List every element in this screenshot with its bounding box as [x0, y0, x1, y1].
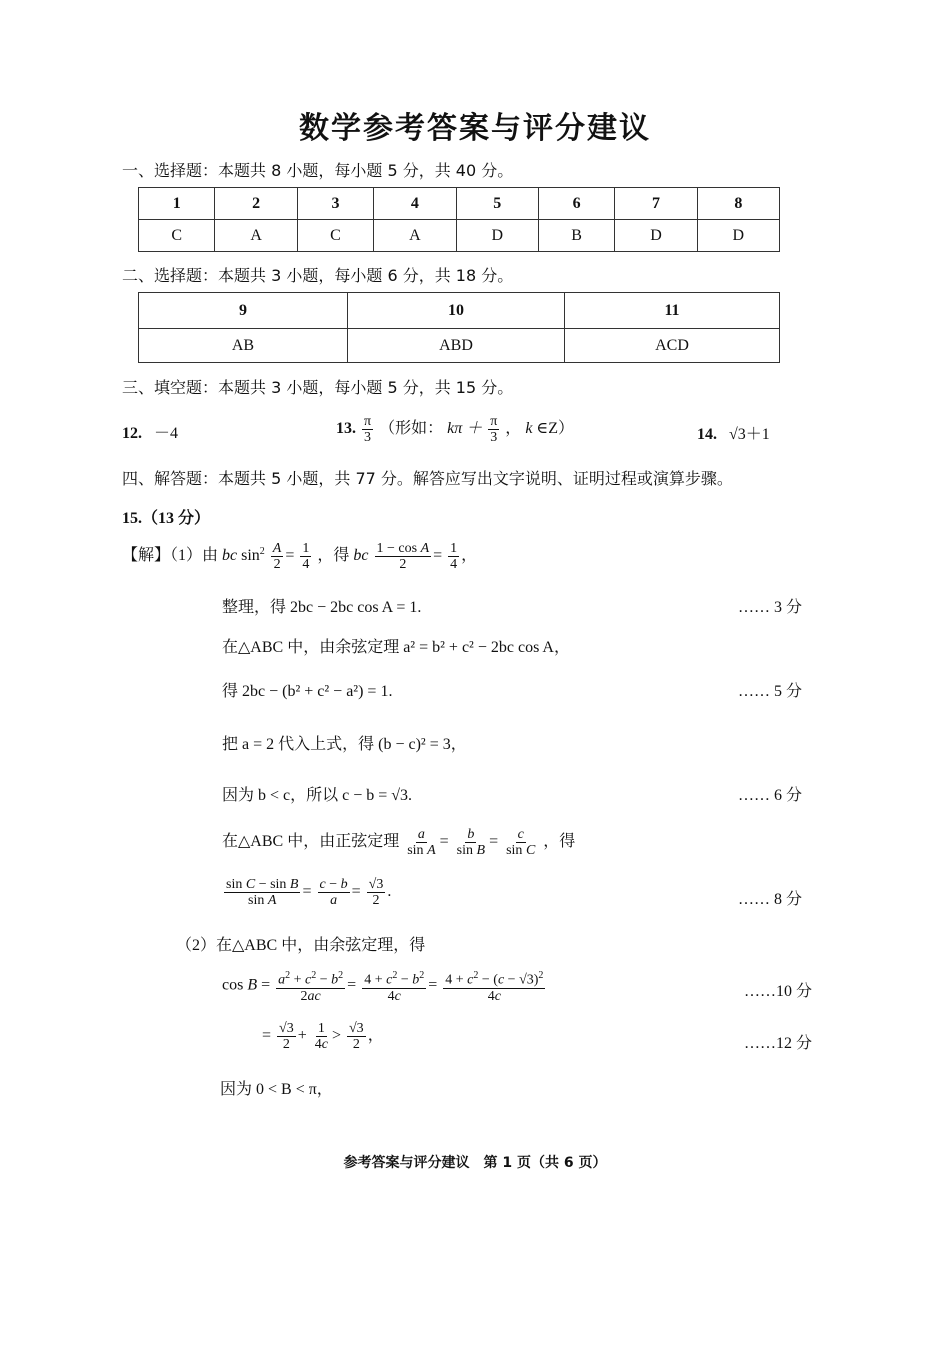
- table-cell: D: [697, 220, 779, 252]
- section-4-heading: 四、解答题：本题共 5 小题，共 77 分。解答应写出文字说明、证明过程或演算步骤。: [122, 469, 733, 488]
- section-2-heading: 二、选择题：本题共 3 小题，每小题 6 分，共 18 分。: [122, 266, 514, 285]
- question-number: 13.: [336, 420, 356, 438]
- fraction-c-sin-c: $\frac{c}{\text{sin C}}$: [506, 827, 536, 858]
- table-cell: ABD: [348, 329, 565, 363]
- score-mark: …… 3 分: [738, 599, 803, 616]
- fraction-c-b-over-a: $\frac{c - b}{a}$: [319, 877, 348, 908]
- table-cell: B: [538, 220, 614, 252]
- solution-line-ineq: = $\frac{√3}{2}$ + $\frac{1}{4c}$ > $\frac{√3}{2}$ ，: [262, 1021, 384, 1052]
- table-cell: 8: [697, 188, 779, 220]
- solution-lead: 【解】（1）由: [122, 547, 219, 565]
- page-footer: 参考答案与评分建议 第 1 页（共 6 页）: [343, 1155, 607, 1171]
- answer-value: √3＋1: [729, 426, 770, 443]
- fraction-a-sin-a: $\frac{a}{\text{sin A}}$: [407, 827, 436, 858]
- solution-mid: ，得: [317, 547, 350, 565]
- fraction-root3-over-2: $\frac{√3}{2}$: [279, 1021, 294, 1052]
- sine-law-intro: 在△ABC 中，由正弦定理: [222, 833, 400, 851]
- fraction-1-over-4: $\frac{1}{4}$: [450, 541, 458, 572]
- sine-law-tail: ，得: [543, 833, 576, 851]
- table-cell: 6: [538, 188, 614, 220]
- formula-bc: bc: [353, 547, 369, 565]
- fraction-a-over-2: $\frac{A}{2}$: [272, 541, 282, 572]
- solution-line-2: 整理，得 2bc − 2bc cos A = 1.: [222, 599, 422, 616]
- fraction-pi-over-3: $\frac{\pi}{3}$: [364, 414, 372, 445]
- score-mark: ……12 分: [744, 1035, 813, 1052]
- table-cell: A: [215, 220, 297, 252]
- table-cell: 2: [215, 188, 297, 220]
- note-open: （形如：: [379, 420, 444, 438]
- solution-line-1: 【解】（1）由 bc $\sin^2$ $\frac{A}{2}$ = $\frac{1}{4}$ ，得 bc $\frac{\text{1 − cos A}}{2}$ = $\frac{1}{4}$ ，: [122, 541, 478, 572]
- fraction-1-over-4c: $\frac{1}{4c}$: [314, 1021, 328, 1052]
- solution-line-3: 在△ABC 中，由余弦定理 a² = b² + c² − 2bc cos A，: [222, 639, 570, 656]
- question-number: 14.: [697, 426, 717, 443]
- table-cell: 10: [348, 293, 565, 329]
- score-mark: ……10 分: [744, 983, 813, 1000]
- k-pi: kπ ＋: [447, 420, 483, 438]
- table-cell: 9: [139, 293, 348, 329]
- solution-line-6: 因为 b < c，所以 c − b = √3.: [222, 787, 413, 804]
- fraction-1-over-4: $\frac{1}{4}$: [302, 541, 310, 572]
- solution-part-2-intro: （2）在△ABC 中，由余弦定理，得: [176, 937, 426, 954]
- question-number: 12.: [122, 425, 142, 442]
- table-cell: 1: [139, 188, 215, 220]
- table-cell: 5: [456, 188, 538, 220]
- fraction-1-cos-a: $\frac{\text{1 − cos A}}{2}$: [376, 541, 430, 572]
- note-mid: ，: [505, 420, 522, 438]
- fraction-sinc-sinb: $\frac{\text{sin C − sin B}}{\text{sin A}}$: [226, 877, 299, 908]
- fraction-cos-law-2: $\frac{4 + c^2 - b^2}{4c}$: [364, 970, 425, 1004]
- table-cell: D: [456, 220, 538, 252]
- answer-value: －4: [154, 425, 179, 442]
- table-cell: D: [615, 220, 697, 252]
- section-3-heading: 三、填空题：本题共 3 小题，每小题 5 分，共 15 分。: [122, 378, 514, 397]
- solution-line-4: 得 2bc − (b² + c² − a²) = 1.: [222, 683, 393, 700]
- score-mark: …… 5 分: [738, 683, 803, 700]
- k-symbol: k: [525, 420, 533, 438]
- table-cell: 4: [374, 188, 456, 220]
- solution-line-7: 在△ABC 中，由正弦定理 $\frac{a}{\text{sin A}}$ = $\frac{b}{\text{sin B}}$ = $\frac{c}{\text{sin C}}$ ，得: [222, 827, 576, 858]
- table-cell: C: [297, 220, 373, 252]
- table-cell: A: [374, 220, 456, 252]
- section-1-heading: 一、选择题：本题共 8 小题，每小题 5 分，共 40 分。: [122, 161, 514, 180]
- score-mark: …… 6 分: [738, 787, 803, 804]
- fraction-cos-law-3: $\frac{4 + c^2 - (c - √3)^2}{4c}$: [445, 970, 544, 1004]
- table-cell: 3: [297, 188, 373, 220]
- table-cell: ACD: [565, 329, 780, 363]
- solution-line-cosb: cos B = $\frac{a^2 + c^2 - b^2}{2ac}$ = $\frac{4 + c^2 - b^2}{4c}$ = $\frac{4 + c^2 - (c - √3)^2}{4c}$: [222, 970, 544, 1004]
- fraction-root3-over-2: $\frac{√3}{2}$: [349, 1021, 364, 1052]
- fraction-b-sin-b: $\frac{b}{\text{sin B}}$: [456, 827, 486, 858]
- solution-line-8: $\frac{\text{sin C − sin B}}{\text{sin A}}$ = $\frac{c - b}{a}$ = $\frac{√3}{2}$ .: [226, 877, 392, 908]
- fraction-root3-over-2: $\frac{√3}{2}$: [368, 877, 384, 908]
- score-mark: …… 8 分: [738, 891, 803, 908]
- question-15-label: 15.（13 分）: [122, 510, 211, 527]
- solution-line-5: 把 a = 2 代入上式，得 (b − c)² = 3，: [222, 736, 467, 753]
- answer-table-1: [138, 187, 780, 252]
- table-cell: 11: [565, 293, 780, 329]
- note-close: ∈Z）: [536, 420, 575, 438]
- answer-table-2: [138, 292, 780, 363]
- table-cell: 7: [615, 188, 697, 220]
- answer-13: [336, 414, 574, 445]
- page-title: 数学参考答案与评分建议: [299, 111, 651, 146]
- formula-bc-sin: bc: [222, 547, 238, 565]
- fraction-cos-law: $\frac{a^2 + c^2 - b^2}{2ac}$: [278, 970, 344, 1004]
- fraction-pi-over-3: $\frac{\pi}{3}$: [490, 414, 498, 445]
- answer-12: [122, 420, 178, 443]
- table-cell: AB: [139, 329, 348, 363]
- solution-last-line: 因为 0 < B < π，: [220, 1081, 333, 1098]
- answer-14: [697, 421, 770, 444]
- table-cell: C: [139, 220, 215, 252]
